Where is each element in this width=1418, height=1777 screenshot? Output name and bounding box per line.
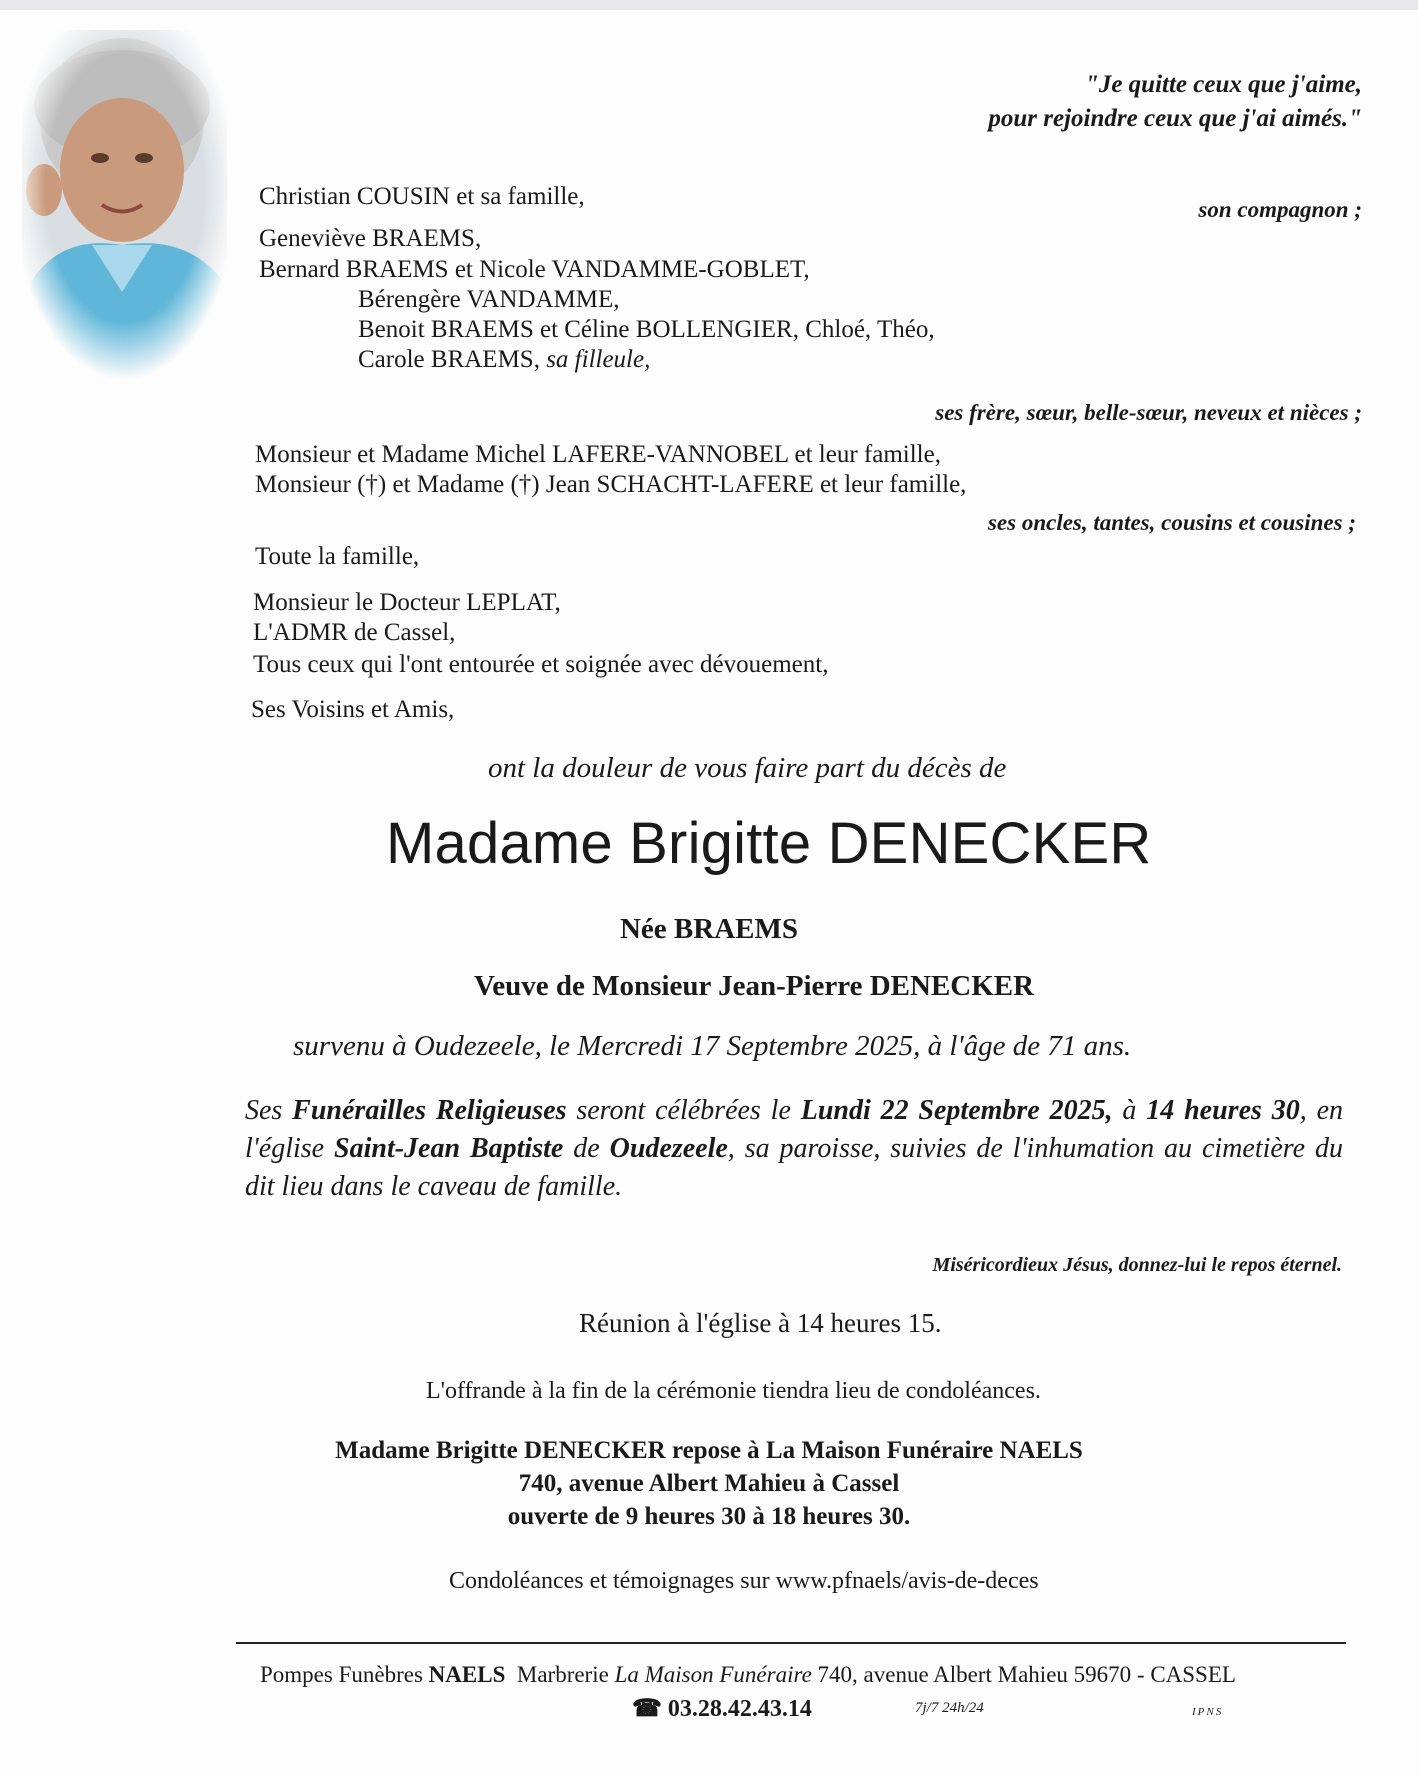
condolences-line: Condoléances et témoignages sur www.pfnaels/avis-de-deces <box>449 1568 1039 1594</box>
siblings-role: ses frère, sœur, belle-sœur, neveux et nièces ; <box>935 400 1362 425</box>
footer-text: 740, avenue Albert Mahieu 59670 - CASSEL <box>811 1662 1236 1687</box>
epitaph-quote <box>988 68 1362 136</box>
obituary-sheet <box>0 10 1418 1777</box>
meeting-line: Réunion à l'église à 14 heures 15. <box>579 1308 942 1338</box>
companion-role: son compagnon ; <box>1198 197 1362 222</box>
deceased-name: Madame Brigitte DENECKER <box>386 811 1152 876</box>
funeral-church: Saint-Jean Baptiste <box>334 1133 564 1164</box>
footer-brand: NAELS <box>428 1662 506 1687</box>
sibling-line: Benoit BRAEMS et Céline BOLLENGIER, Chloé, Théo, <box>358 316 935 343</box>
funeral-text: seront célébrées le <box>566 1095 801 1126</box>
funeral-time: 14 heures 30 <box>1146 1095 1300 1126</box>
funeral-text: Ses <box>245 1095 293 1126</box>
repose-line: 740, avenue Albert Mahieu à Cassel <box>518 1470 900 1497</box>
sibling-line: Bérengère VANDAMME, <box>358 286 620 313</box>
whole-family: Toute la famille, <box>255 543 420 570</box>
widow-line: Veuve de Monsieur Jean-Pierre DENECKER <box>474 970 1035 1002</box>
companion-name: Christian COUSIN et sa famille, <box>259 183 585 210</box>
carer-line: L'ADMR de Cassel, <box>253 619 456 646</box>
repose-block <box>0 1434 1418 1533</box>
funeral-details <box>245 1092 1343 1206</box>
portrait-photo-icon <box>22 30 227 380</box>
funeral-text: de <box>563 1133 610 1164</box>
sibling-line <box>358 345 650 375</box>
funeral-text: , sa paroisse, suivies de l'inhumation au cimetière du dit lieu dans le caveau de famille. <box>245 1133 1344 1202</box>
hours-note: 7j/7 24h/24 <box>915 1700 984 1716</box>
footer-text: Marbrerie <box>516 1662 615 1687</box>
funeral-text: , en l'église <box>245 1095 1344 1164</box>
repose-line: Madame Brigitte DENECKER repose à La Maison Funéraire NAELS <box>335 1437 1083 1464</box>
quote-line: pour rejoindre ceux que j'ai aimés." <box>988 105 1362 132</box>
sibling-line: Geneviève BRAEMS, <box>259 225 482 252</box>
sibling-name: Carole BRAEMS, <box>358 346 540 373</box>
telephone-icon: ☎ <box>632 1696 662 1722</box>
sibling-line: Bernard BRAEMS et Nicole VANDAMME-GOBLET, <box>259 256 810 283</box>
carer-line: Tous ceux qui l'ont entourée et soignée avec dévouement, <box>253 651 829 678</box>
funeral-bold: Funérailles Religieuses <box>292 1095 567 1126</box>
uncle-line: Monsieur et Madame Michel LAFERE-VANNOBEL et leur famille, <box>255 441 941 468</box>
phone-number: 03.28.42.43.14 <box>667 1696 812 1722</box>
offering-line: L'offrande à la fin de la cérémonie tiendra lieu de condoléances. <box>426 1378 1041 1404</box>
funeral-text: à <box>1112 1095 1147 1126</box>
repose-line: ouverte de 9 heures 30 à 18 heures 30. <box>507 1503 911 1530</box>
footer-phone <box>632 1694 812 1723</box>
ipns-mark: IPNS <box>1192 1706 1224 1718</box>
quote-line: "Je quitte ceux que j'aime, <box>1084 71 1362 98</box>
uncle-line: Monsieur (†) et Madame (†) Jean SCHACHT-LAFERE et leur famille, <box>255 471 967 498</box>
prayer-line: Miséricordieux Jésus, donnez-lui le repos éternel. <box>932 1254 1342 1276</box>
funeral-date: Lundi 22 Septembre 2025, <box>800 1095 1113 1126</box>
footer-italic: La Maison Funéraire <box>614 1662 812 1687</box>
carer-line: Monsieur le Docteur LEPLAT, <box>253 589 561 616</box>
friends-line: Ses Voisins et Amis, <box>251 696 455 723</box>
footer-text: Pompes Funèbres <box>260 1662 429 1687</box>
filleule-note: sa filleule, <box>546 346 651 373</box>
maiden-name: Née BRAEMS <box>619 913 798 945</box>
death-details: survenu à Oudezeele, le Mercredi 17 Septembre 2025, à l'âge de 71 ans. <box>293 1030 1132 1062</box>
footer-divider <box>236 1642 1346 1644</box>
announcement-lead: ont la douleur de vous faire part du décès de <box>488 752 1007 784</box>
footer-address <box>260 1662 1236 1688</box>
uncles-role: ses oncles, tantes, cousins et cousines ; <box>987 510 1356 535</box>
funeral-town: Oudezeele <box>609 1133 728 1164</box>
